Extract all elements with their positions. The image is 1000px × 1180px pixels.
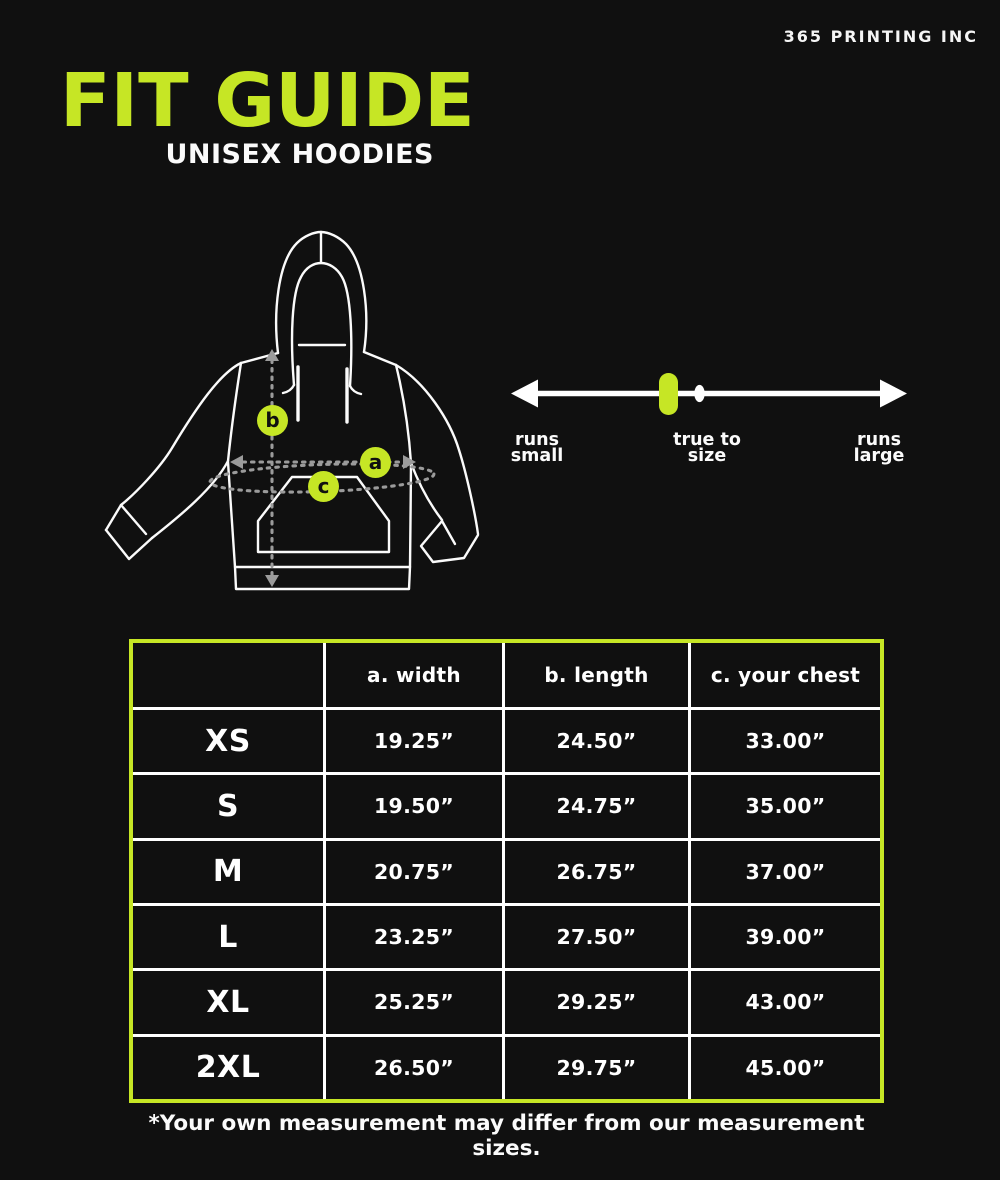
- col-header-size: [133, 643, 323, 707]
- s-width: 19.50”: [326, 775, 502, 837]
- col-header-length: b. length: [505, 643, 688, 707]
- marker-a: [360, 447, 391, 478]
- size-label-xl: XL: [133, 971, 323, 1033]
- page-title: FIT GUIDE: [60, 58, 475, 144]
- col-header-width: a. width: [326, 643, 502, 707]
- size-label-l: L: [133, 906, 323, 968]
- marker-c: [308, 471, 339, 502]
- size-label-2xl: 2XL: [133, 1037, 323, 1099]
- xl-length: 29.25”: [505, 971, 688, 1033]
- cuff-left: [106, 505, 152, 559]
- hoodie-outline: [106, 232, 478, 589]
- m-chest: 37.00”: [691, 841, 880, 903]
- marker-c-letter: c: [317, 474, 330, 498]
- hood-opening: [292, 263, 351, 386]
- xs-length: 24.50”: [505, 710, 688, 772]
- size-label-m: M: [133, 841, 323, 903]
- xs-chest: 33.00”: [691, 710, 880, 772]
- xs-width: 19.25”: [326, 710, 502, 772]
- col-header-chest: c. your chest: [691, 643, 880, 707]
- cuff-right: [421, 521, 478, 562]
- xl-chest: 43.00”: [691, 971, 880, 1033]
- hem-band: [235, 567, 410, 589]
- m-width: 20.75”: [326, 841, 502, 903]
- right-arrowhead-icon: [880, 380, 907, 408]
- page-subtitle: UNISEX HOODIES: [165, 139, 434, 170]
- s-length: 24.75”: [505, 775, 688, 837]
- l-length: 27.50”: [505, 906, 688, 968]
- 2xl-chest: 45.00”: [691, 1037, 880, 1099]
- scale-label-true-to-size: true to size: [673, 430, 741, 466]
- size-table: [129, 639, 884, 1103]
- 2xl-width: 26.50”: [326, 1037, 502, 1099]
- scale-label-runs-large: runs large: [853, 430, 905, 466]
- fit-scale-marker: [659, 373, 678, 415]
- shoulder-right: [364, 352, 396, 365]
- xl-width: 25.25”: [326, 971, 502, 1033]
- l-chest: 39.00”: [691, 906, 880, 968]
- 2xl-length: 29.75”: [505, 1037, 688, 1099]
- fit-scale: [511, 373, 907, 415]
- s-chest: 35.00”: [691, 775, 880, 837]
- size-label-s: S: [133, 775, 323, 837]
- marker-b-letter: b: [265, 408, 280, 432]
- l-width: 23.25”: [326, 906, 502, 968]
- fit-scale-center-dot: [694, 385, 704, 402]
- marker-a-letter: a: [368, 450, 383, 474]
- left-arrowhead-icon: [511, 380, 538, 408]
- brand-name: 365 PRINTING INC: [783, 27, 978, 46]
- m-length: 26.75”: [505, 841, 688, 903]
- footnote: *Your own measurement may differ from our measurement sizes.: [148, 1111, 865, 1161]
- scale-label-runs-small: runs small: [510, 430, 564, 466]
- marker-b: [257, 405, 288, 436]
- size-label-xs: XS: [133, 710, 323, 772]
